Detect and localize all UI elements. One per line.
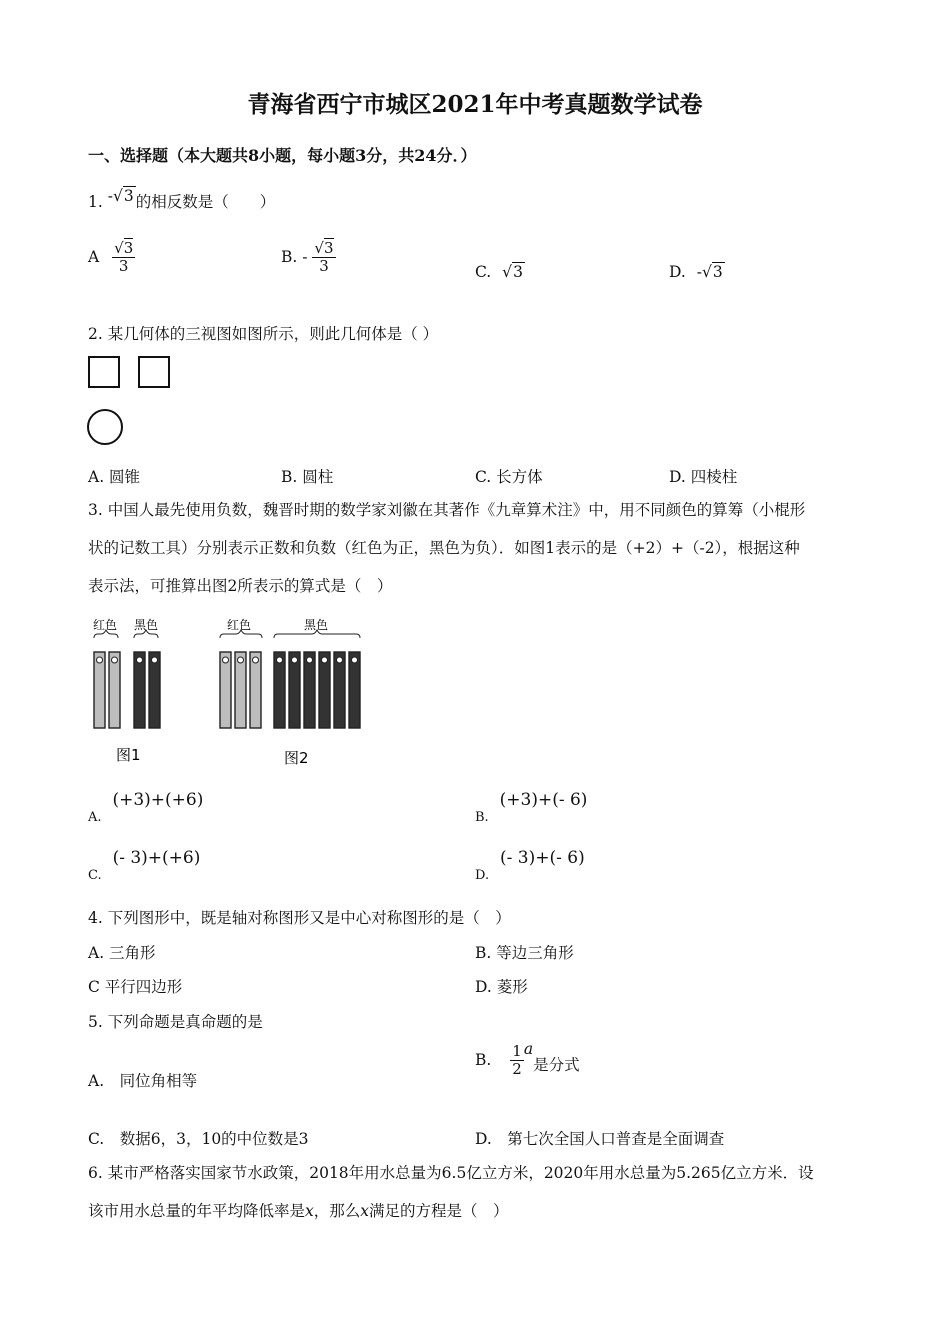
front-view-square — [88, 356, 120, 388]
top-view-circle — [87, 409, 123, 445]
q1-option-a[interactable]: A $\frac{√3}{3}$ — [88, 239, 134, 275]
q1-c-sqrt: √3 — [502, 263, 523, 281]
fig2-black-label: 黑色 — [304, 618, 329, 632]
q5-option-a[interactable]: A. 同位角相等 — [88, 1072, 198, 1090]
q4-option-b[interactable]: B. 等边三角形 — [475, 944, 574, 962]
q1-minus: - — [107, 187, 113, 205]
fig2-red-rods — [220, 652, 261, 728]
fig2-caption: 图2 — [284, 749, 309, 767]
q2-option-c[interactable]: C. 长方体 — [475, 468, 543, 486]
counting-rods-figure — [84, 612, 384, 772]
q3-d-expression: (- 3)+(- 6) — [500, 848, 585, 868]
q3-b-expression: (+3)+(- 6) — [499, 790, 588, 810]
q1-option-b[interactable]: B. - $\frac{√3}{3}$ — [281, 239, 334, 275]
q1-sqrt: √3 — [112, 187, 134, 205]
q2-option-b[interactable]: B. 圆柱 — [281, 468, 334, 486]
q1-number: 1. — [88, 193, 103, 211]
q1-a-fraction: $\frac{√3}{3}$ — [114, 239, 134, 275]
q2-option-a[interactable]: A. 圆锥 — [88, 468, 141, 486]
fig1-black-label: 黑色 — [134, 618, 159, 632]
q1-option-c[interactable]: C. √3 — [475, 263, 523, 281]
question-6-line-1: 6. 某市严格落实国家节水政策，2018年用水总量为6.5亿立方米，2020年用水总量为5.265亿立方米．设 — [88, 1164, 814, 1182]
fig2-black-rods — [274, 652, 360, 728]
q3-option-c[interactable]: $_{C.}$ (- 3)+(+6) — [88, 848, 201, 883]
q1-d-sqrt: √3 — [702, 263, 723, 281]
q4-option-c[interactable]: C 平行四边形 — [88, 978, 183, 996]
fig1-red-rods — [94, 652, 120, 728]
q3-option-b[interactable]: $_{B.}$ (+3)+(- 6) — [475, 790, 588, 825]
question-3-line-3: 表示法，可推算出图2所表示的算式是（ ） — [88, 577, 393, 595]
q5-option-d[interactable]: D. 第七次全国人口普查是全面调查 — [475, 1130, 725, 1148]
q1-b-fraction: $\frac{√3}{3}$ — [314, 239, 334, 275]
q3-option-a[interactable]: $_{A.}$ (+3)+(+6) — [88, 790, 204, 825]
fig1-black-rods — [134, 652, 160, 728]
q1-option-d[interactable]: D. -√3 — [669, 263, 723, 281]
q4-option-a[interactable]: A. 三角形 — [88, 944, 156, 962]
question-5-stem: 5. 下列命题是真命题的是 — [88, 1013, 263, 1031]
fig1-caption: 图1 — [116, 746, 141, 764]
fig1-red-label: 红色 — [93, 618, 118, 632]
q3-c-expression: (- 3)+(+6) — [112, 848, 201, 868]
question-3-line-1: 3. 中国人最先使用负数，魏晋时期的数学家刘徽在其著作《九章算术注》中，用不同颜色的算筹（小棍形 — [88, 501, 806, 519]
question-2-stem: 2. 某几何体的三视图如图所示，则此几何体是（ ） — [88, 325, 439, 343]
q5-b-fraction: $\frac{1}{2}$ — [512, 1042, 522, 1078]
question-1-stem — [88, 187, 276, 212]
question-4-stem: 4. 下列图形中，既是轴对称图形又是中心对称图形的是（ ） — [88, 909, 511, 927]
page-title: 青海省西宁市城区2021年中考真题数学试卷 — [247, 91, 703, 118]
q1-suffix: 的相反数是（ ） — [135, 193, 276, 211]
q5-option-b[interactable]: B. $\frac{1}{2}$ a是分式 — [475, 1040, 580, 1078]
q2-option-d[interactable]: D. 四棱柱 — [669, 468, 738, 486]
question-6-line-2: 该市用水总量的年平均降低率是x，那么x满足的方程是（ ） — [88, 1202, 509, 1220]
side-view-square — [138, 356, 170, 388]
section-heading: 一、选择题（本大题共8小题，每小题3分，共24分．） — [88, 146, 477, 165]
q5-option-c[interactable]: C. 数据6，3，10的中位数是3 — [88, 1130, 309, 1148]
q3-a-expression: (+3)+(+6) — [112, 790, 204, 810]
question-3-line-2: 状的记数工具）分别表示正数和负数（红色为正，黑色为负）．如图1表示的是（+2）+（-2），根据这种 — [88, 539, 800, 557]
q5-b-variable: a — [523, 1040, 534, 1058]
q4-option-d[interactable]: D. 菱形 — [475, 978, 528, 996]
q3-option-d[interactable]: $_{D.}$ (- 3)+(- 6) — [475, 848, 585, 883]
fig2-red-label: 红色 — [227, 618, 252, 632]
